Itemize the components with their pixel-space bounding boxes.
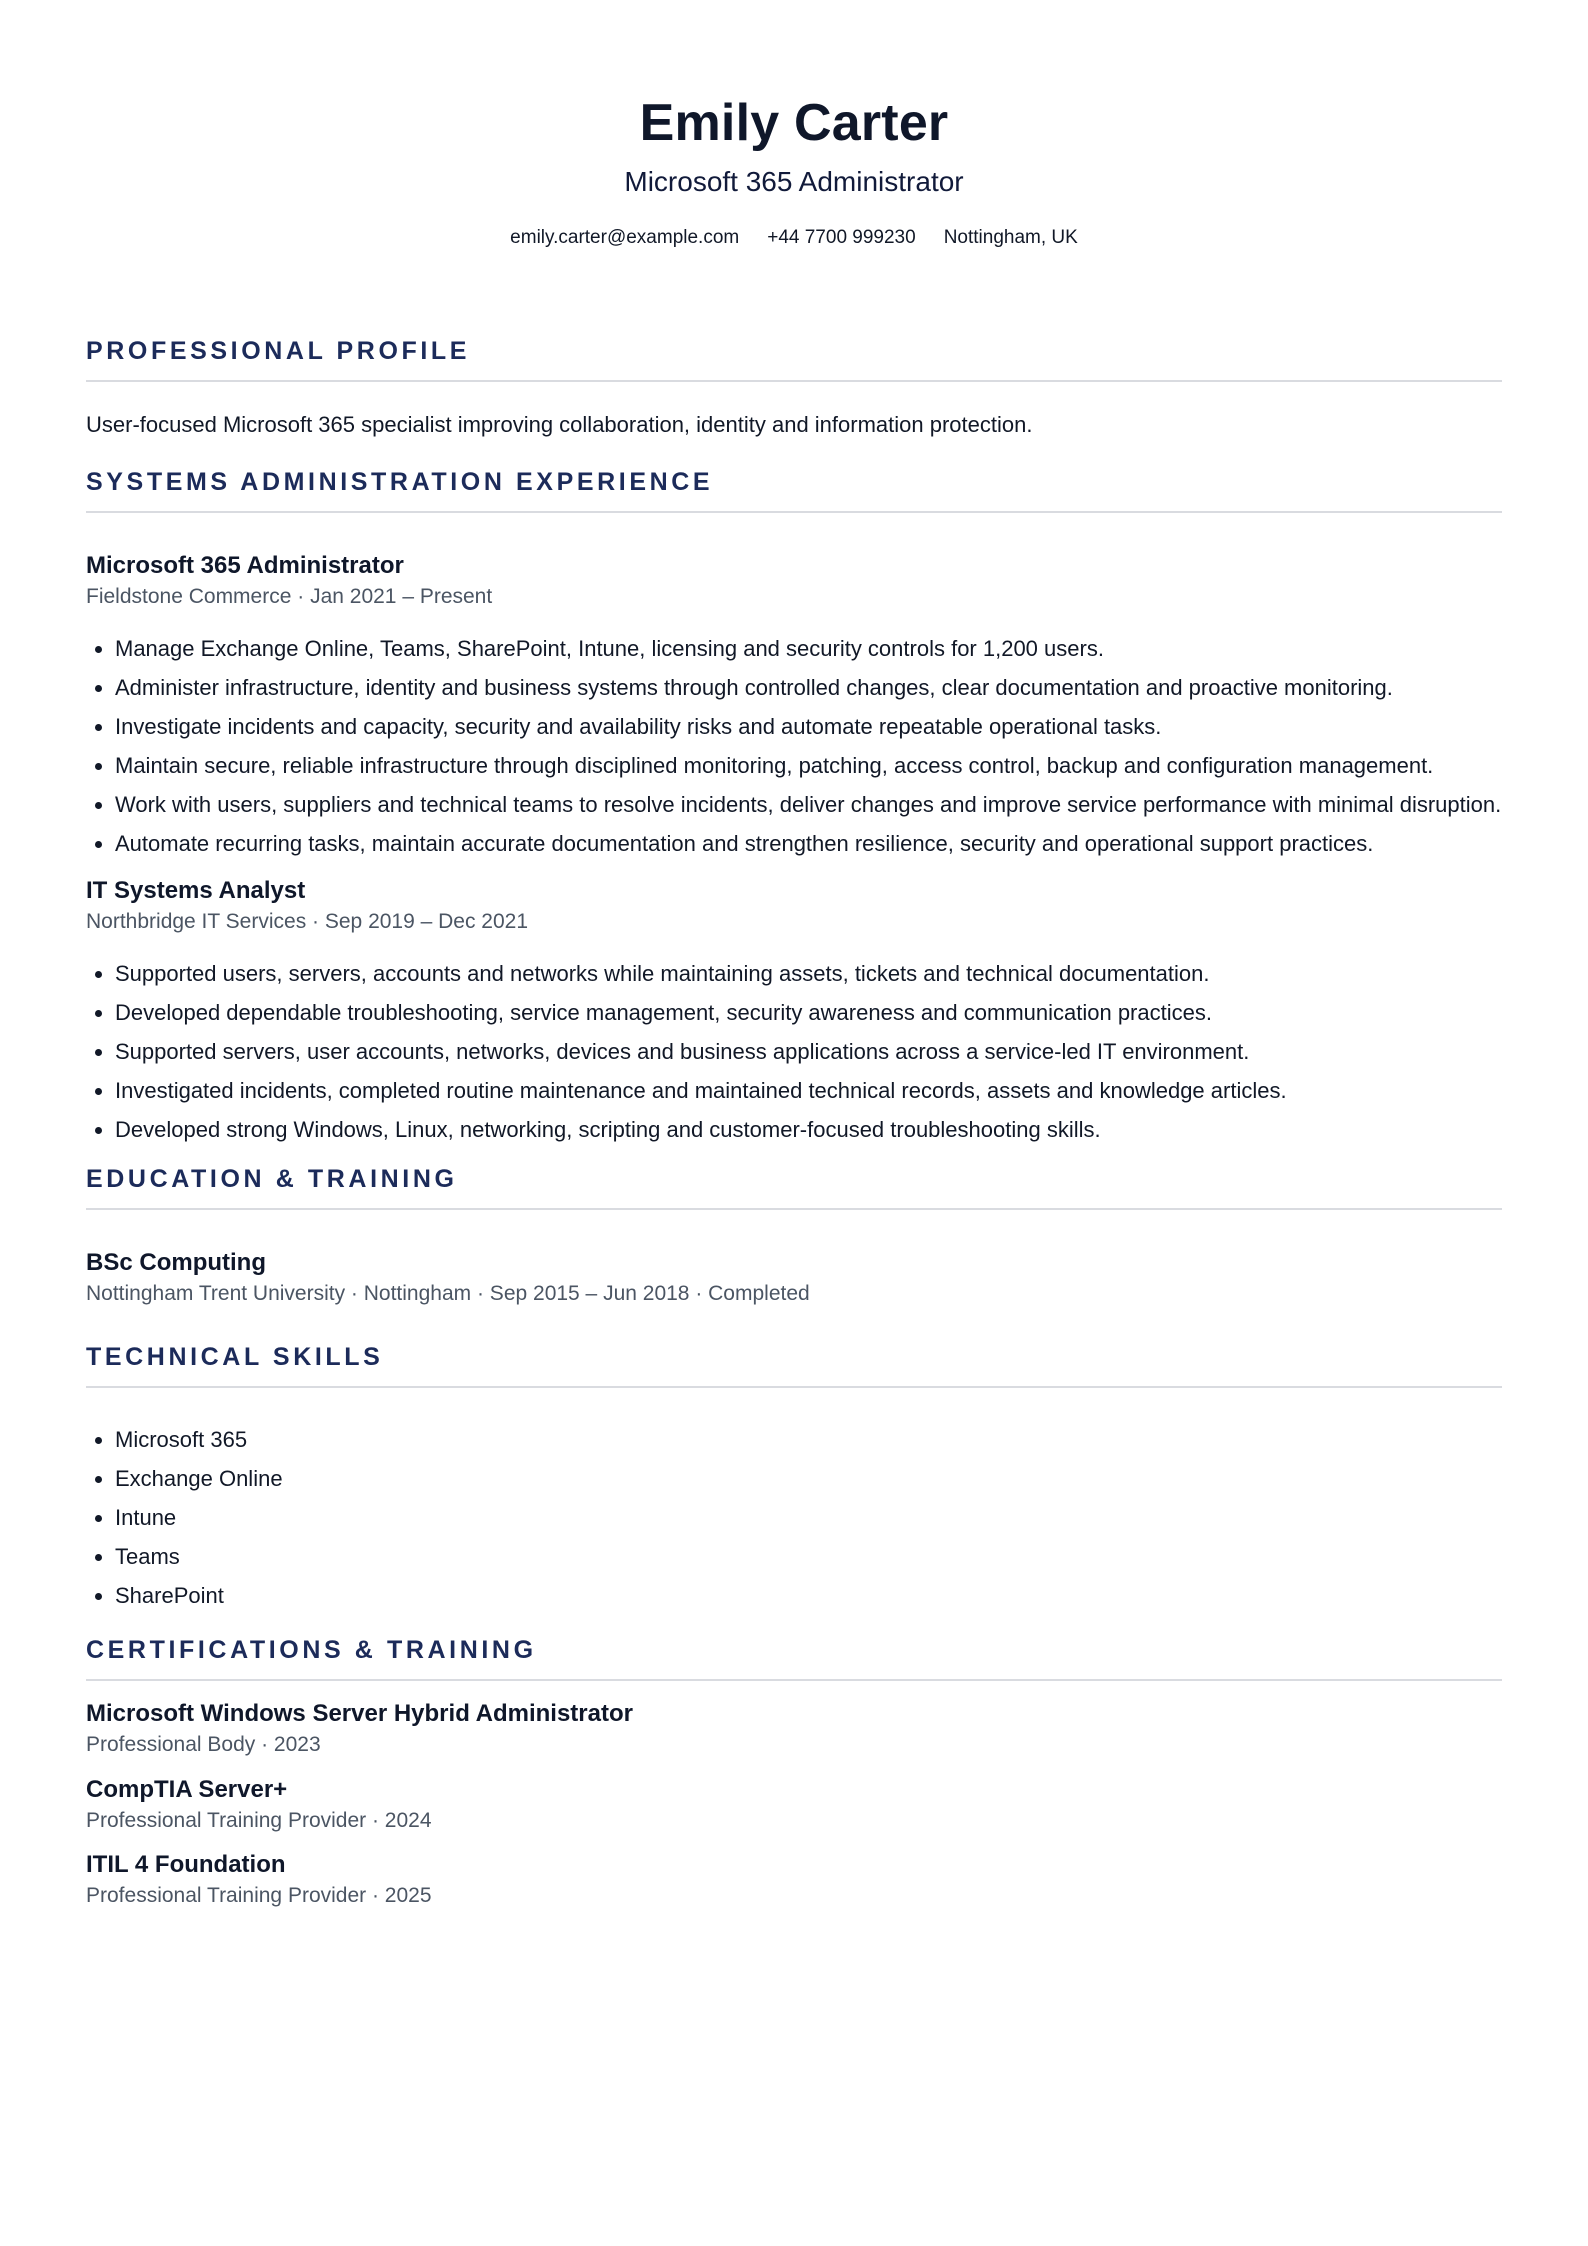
job-bullet: • Maintain secure, reliable infrastructure through disciplined monitoring, patching, access control, backup and configuration management. [115, 750, 1502, 781]
skill-item: • SharePoint [115, 1580, 1502, 1611]
job-entry [86, 876, 1502, 1145]
candidate-title: Microsoft 365 Administrator [624, 166, 964, 198]
skill-item: • Teams [115, 1541, 1502, 1572]
education-section [86, 1164, 1502, 1307]
job-bullets [86, 633, 1502, 859]
certification-meta: Professional Body · 2023 [86, 1733, 321, 1757]
section-heading-education: EDUCATION & TRAINING [86, 1165, 458, 1194]
skill-item: • Exchange Online [115, 1463, 1502, 1494]
profile-summary: User-focused Microsoft 365 specialist improving collaboration, identity and information protection. [86, 411, 1033, 437]
job-meta: Fieldstone Commerce · Jan 2021 – Present [86, 584, 493, 608]
candidate-name: Emily Carter [639, 94, 949, 152]
section-divider [86, 1386, 1502, 1388]
section-heading-certifications: CERTIFICATIONS & TRAINING [86, 1636, 537, 1665]
certification-entry [86, 1850, 1502, 1909]
profile-section [86, 336, 1502, 441]
section-divider [86, 1679, 1502, 1681]
certification-meta: Professional Training Provider · 2025 [86, 1884, 432, 1908]
job-bullet: • Supported users, servers, accounts and networks while maintaining assets, tickets and technical documentation. [115, 958, 1502, 989]
certification-entry [86, 1699, 1502, 1758]
section-heading-profile: PROFESSIONAL PROFILE [86, 336, 471, 365]
job-bullet: • Investigate incidents and capacity, security and availability risks and automate repeatable operational tasks. [115, 711, 1502, 742]
job-bullet: • Developed strong Windows, Linux, networking, scripting and customer-focused troubleshooting skills. [115, 1114, 1502, 1145]
section-heading-experience: SYSTEMS ADMINISTRATION EXPERIENCE [86, 467, 714, 496]
job-meta: Northbridge IT Services · Sep 2019 – Dec 2021 [86, 909, 529, 933]
certification-meta: Professional Training Provider · 2024 [86, 1808, 432, 1832]
job-bullet: • Administer infrastructure, identity and business systems through controlled changes, clear documentation and proactive monitoring. [115, 672, 1502, 703]
experience-section [86, 467, 1502, 1146]
skill-item: • Microsoft 365 [115, 1424, 1502, 1455]
contact-phone[interactable]: +44 7700 999230 [767, 226, 916, 248]
resume-header [86, 0, 1502, 249]
job-bullets [86, 958, 1502, 1145]
job-bullet: • Work with users, suppliers and technical teams to resolve incidents, deliver changes and improve service performance with minimal disruption. [115, 789, 1502, 820]
certification-title: Microsoft Windows Server Hybrid Administrator [86, 1700, 633, 1728]
section-divider [86, 380, 1502, 382]
job-entry [86, 551, 1502, 859]
skills-section [86, 1342, 1502, 1611]
certification-entry [86, 1775, 1502, 1834]
contact-location: Nottingham, UK [943, 226, 1078, 248]
skills-list [86, 1424, 1502, 1611]
job-title: IT Systems Analyst [86, 876, 306, 904]
section-divider [86, 1208, 1502, 1210]
certification-title: ITIL 4 Foundation [86, 1851, 286, 1879]
certification-title: CompTIA Server+ [86, 1775, 288, 1803]
job-bullet: • Supported servers, user accounts, networks, devices and business applications across a service-led IT environment. [115, 1036, 1502, 1067]
job-bullet: • Investigated incidents, completed routine maintenance and maintained technical records, assets and knowledge articles. [115, 1075, 1502, 1106]
section-divider [86, 511, 1502, 513]
certifications-section [86, 1635, 1502, 1909]
job-bullet: • Automate recurring tasks, maintain accurate documentation and strengthen resilience, security and operational support practices. [115, 828, 1502, 859]
degree-meta: Nottingham Trent University · Nottingham · Sep 2015 – Jun 2018 · Completed [86, 1282, 810, 1306]
section-heading-skills: TECHNICAL SKILLS [86, 1343, 384, 1372]
skill-item: • Intune [115, 1502, 1502, 1533]
contact-email[interactable]: emily.carter@example.com [510, 226, 740, 248]
degree-title: BSc Computing [86, 1249, 266, 1277]
job-bullet: • Developed dependable troubleshooting, service management, security awareness and communication practices. [115, 997, 1502, 1028]
job-bullet: • Manage Exchange Online, Teams, SharePoint, Intune, licensing and security controls for 1,200 users. [115, 633, 1502, 664]
job-title: Microsoft 365 Administrator [86, 551, 404, 579]
contact-line [86, 227, 1502, 249]
education-entry [86, 1248, 1502, 1307]
